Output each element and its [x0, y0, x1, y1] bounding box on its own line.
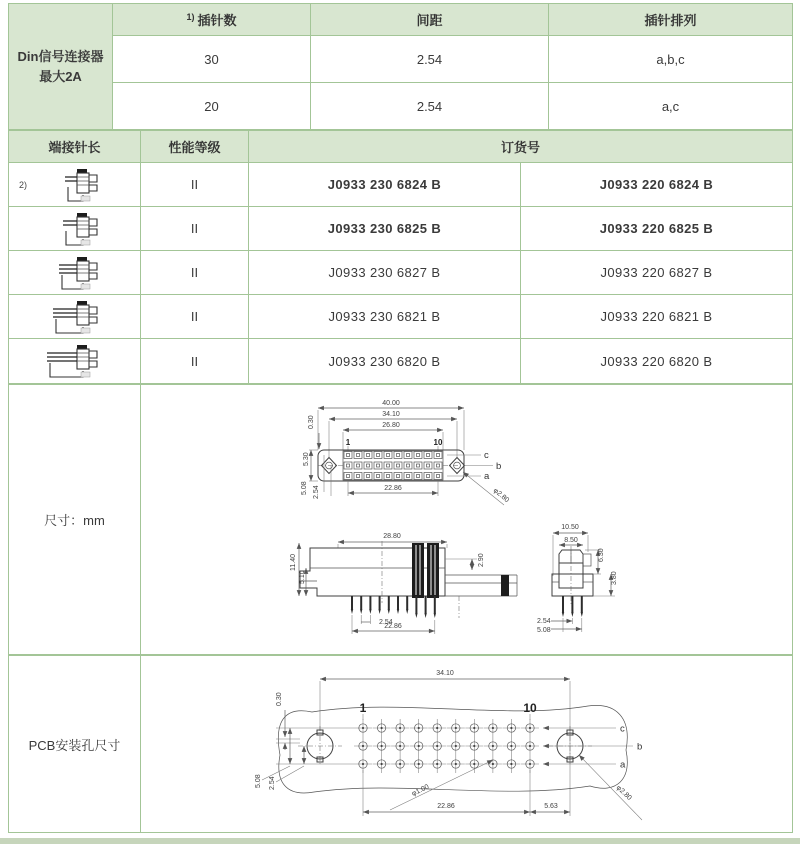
product-line1: Din信号连接器 — [17, 49, 104, 64]
arrangement-value: a,c — [549, 83, 792, 129]
pin-length-icon-cell — [9, 251, 141, 295]
pcb-label: PCB安装孔尺寸 — [9, 656, 141, 832]
svg-text:8.50: 8.50 — [564, 537, 578, 544]
end-pins — [563, 596, 582, 612]
mounting-hole — [298, 726, 342, 766]
grade-cell: II — [141, 295, 249, 339]
solder-pins — [352, 596, 435, 613]
dimensions-section — [8, 384, 793, 655]
svg-text:b: b — [496, 461, 502, 472]
pcb-section — [8, 655, 793, 833]
end-view-drawing — [525, 516, 635, 641]
pitch-value: 2.54 — [311, 36, 549, 83]
connector-pin-length-icon — [43, 253, 107, 293]
order-number-cell: J0933 230 6825 B — [249, 207, 521, 251]
svg-text:10: 10 — [433, 438, 443, 447]
svg-text:a: a — [484, 471, 490, 482]
svg-text:5.63: 5.63 — [544, 803, 558, 810]
pin-tips — [351, 609, 436, 618]
dimensions-label: 尺寸：mm — [9, 385, 141, 654]
footer-accent-bar — [0, 838, 800, 844]
svg-text:40.00: 40.00 — [382, 400, 400, 407]
spec-table — [8, 3, 793, 130]
svg-text:2.54: 2.54 — [269, 776, 276, 790]
header-pitch: 间距 — [311, 4, 549, 36]
svg-text:0.30: 0.30 — [276, 692, 283, 706]
svg-text:a: a — [620, 759, 626, 771]
svg-text:1: 1 — [359, 701, 367, 715]
svg-text:28.80: 28.80 — [383, 533, 401, 540]
svg-text:0.30: 0.30 — [308, 415, 315, 429]
svg-text:10: 10 — [523, 701, 537, 715]
pin-length-icon-cell — [9, 207, 141, 251]
svg-text:5.08: 5.08 — [537, 627, 551, 634]
connector-pin-length-icon — [43, 297, 107, 337]
svg-text:5.08: 5.08 — [255, 774, 262, 788]
svg-text:2.54: 2.54 — [537, 618, 551, 625]
order-number-cell: J0933 220 6820 B — [521, 339, 792, 383]
svg-text:2.54: 2.54 — [379, 619, 393, 626]
order-number-cell: J0933 230 6824 B — [249, 163, 521, 207]
pin-length-icon-cell — [9, 163, 141, 207]
grade-cell: II — [141, 207, 249, 251]
svg-text:3.80: 3.80 — [611, 571, 618, 585]
pitch-value: 2.54 — [311, 83, 549, 129]
order-table — [8, 130, 793, 384]
connector-pin-length-icon — [43, 165, 107, 205]
header-grade: 性能等级 — [141, 131, 249, 163]
pin-count-value: 20 — [113, 83, 311, 129]
order-number-cell: J0933 220 6824 B — [521, 163, 792, 207]
svg-text:φ2.80: φ2.80 — [491, 487, 511, 505]
svg-text:5.10: 5.10 — [299, 570, 306, 584]
svg-text:6.30: 6.30 — [598, 548, 605, 562]
svg-text:22.86: 22.86 — [384, 485, 402, 492]
header-arrangement: 插针排列 — [549, 4, 792, 36]
svg-text:φ2.80: φ2.80 — [614, 784, 633, 802]
pcb-drawing-area — [141, 656, 792, 832]
svg-text:2.54: 2.54 — [313, 485, 320, 499]
dimensions-drawing-area — [141, 385, 792, 654]
order-number-cell: J0933 220 6825 B — [521, 207, 792, 251]
product-line2: 最大2A — [39, 68, 82, 84]
svg-text:34.10: 34.10 — [382, 411, 400, 418]
svg-text:22.86: 22.86 — [437, 803, 455, 810]
header-order-number: 订货号 — [249, 131, 792, 163]
order-number-cell: J0933 230 6821 B — [249, 295, 521, 339]
svg-text:2.90: 2.90 — [478, 553, 485, 567]
svg-text:φ1.00: φ1.00 — [410, 783, 431, 798]
pin-length-icon-cell — [9, 339, 141, 383]
order-number-cell: J0933 230 6827 B — [249, 251, 521, 295]
svg-text:10.50: 10.50 — [561, 524, 579, 531]
order-number-cell: J0933 230 6820 B — [249, 339, 521, 383]
product-name-cell — [9, 4, 113, 129]
connector-pin-length-icon — [43, 209, 107, 249]
footnote-2-marker: 2) — [19, 179, 28, 190]
header-pin-count: 1) 插针数 — [113, 4, 311, 36]
svg-text:26.80: 26.80 — [382, 422, 400, 429]
svg-text:1: 1 — [345, 438, 351, 447]
svg-text:5.08: 5.08 — [301, 481, 308, 495]
svg-text:c: c — [484, 450, 489, 461]
pin-hole-grid — [354, 719, 539, 773]
header-pin-length: 端接针长 — [9, 131, 141, 163]
order-number-cell: J0933 220 6827 B — [521, 251, 792, 295]
front-view-drawing — [297, 391, 542, 513]
grade-cell: II — [141, 339, 249, 383]
svg-text:22.86: 22.86 — [384, 623, 402, 630]
side-view-drawing — [287, 523, 512, 641]
svg-text:11.40: 11.40 — [290, 554, 297, 571]
svg-text:34.10: 34.10 — [436, 670, 454, 677]
footnote-1-marker: 1) — [186, 11, 195, 22]
pin-count-value: 30 — [113, 36, 311, 83]
svg-text:b: b — [637, 741, 643, 753]
grade-cell: II — [141, 163, 249, 207]
order-number-cell: J0933 220 6821 B — [521, 295, 792, 339]
contact-grid — [344, 452, 442, 480]
arrangement-value: a,b,c — [549, 36, 792, 83]
pin-length-icon-cell — [9, 295, 141, 339]
svg-text:5.30: 5.30 — [303, 452, 310, 466]
grade-cell: II — [141, 251, 249, 295]
pcb-hole-layout-drawing — [250, 660, 685, 828]
svg-text:c: c — [620, 723, 625, 735]
connector-pin-length-icon — [43, 341, 107, 381]
